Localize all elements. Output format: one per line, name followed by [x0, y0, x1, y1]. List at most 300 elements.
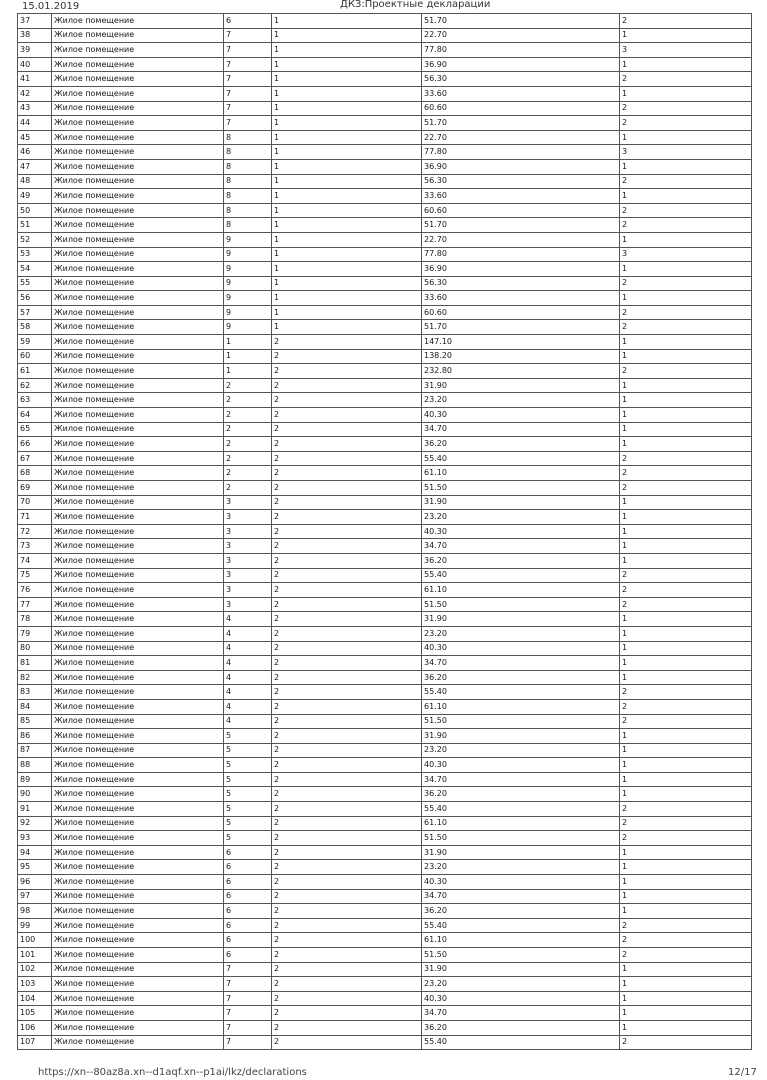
cell-rooms: 1: [620, 335, 752, 350]
cell-floor: 7: [224, 101, 272, 116]
table-row: [18, 977, 752, 992]
cell-section: 2: [272, 1020, 422, 1035]
declaration-table: [17, 13, 752, 1050]
cell-area: 40.30: [422, 758, 620, 773]
cell-section: 1: [272, 218, 422, 233]
cell-rooms: 2: [620, 831, 752, 846]
cell-number: 54: [18, 262, 52, 277]
cell-number: 46: [18, 145, 52, 160]
cell-rooms: 1: [620, 495, 752, 510]
cell-type: Жилое помещение: [52, 524, 224, 539]
cell-section: 2: [272, 743, 422, 758]
cell-type: Жилое помещение: [52, 145, 224, 160]
table-row: [18, 539, 752, 554]
cell-floor: 3: [224, 568, 272, 583]
table-row: [18, 962, 752, 977]
cell-number: 57: [18, 305, 52, 320]
cell-number: 39: [18, 43, 52, 58]
cell-section: 1: [272, 86, 422, 101]
cell-area: 31.90: [422, 495, 620, 510]
cell-number: 74: [18, 553, 52, 568]
cell-type: Жилое помещение: [52, 276, 224, 291]
table-row: [18, 393, 752, 408]
cell-section: 1: [272, 130, 422, 145]
cell-number: 75: [18, 568, 52, 583]
cell-type: Жилое помещение: [52, 860, 224, 875]
cell-area: 55.40: [422, 451, 620, 466]
cell-area: 61.10: [422, 466, 620, 481]
cell-type: Жилое помещение: [52, 802, 224, 817]
table-row: [18, 641, 752, 656]
cell-number: 58: [18, 320, 52, 335]
table-row: [18, 802, 752, 817]
table-row: [18, 612, 752, 627]
cell-rooms: 1: [620, 758, 752, 773]
cell-type: Жилое помещение: [52, 1035, 224, 1050]
cell-type: Жилое помещение: [52, 378, 224, 393]
cell-number: 76: [18, 583, 52, 598]
table-row: [18, 787, 752, 802]
cell-number: 70: [18, 495, 52, 510]
cell-area: 61.10: [422, 933, 620, 948]
cell-area: 51.50: [422, 597, 620, 612]
cell-rooms: 1: [620, 612, 752, 627]
cell-type: Жилое помещение: [52, 626, 224, 641]
cell-type: Жилое помещение: [52, 349, 224, 364]
cell-floor: 6: [224, 889, 272, 904]
cell-rooms: 1: [620, 291, 752, 306]
cell-section: 2: [272, 845, 422, 860]
table-row: [18, 845, 752, 860]
cell-section: 2: [272, 802, 422, 817]
cell-rooms: 2: [620, 699, 752, 714]
cell-floor: 7: [224, 991, 272, 1006]
cell-rooms: 2: [620, 933, 752, 948]
table-row: [18, 875, 752, 890]
cell-rooms: 1: [620, 787, 752, 802]
cell-floor: 6: [224, 904, 272, 919]
cell-floor: 2: [224, 408, 272, 423]
cell-rooms: 2: [620, 101, 752, 116]
cell-floor: 6: [224, 918, 272, 933]
cell-section: 2: [272, 699, 422, 714]
cell-rooms: 2: [620, 948, 752, 963]
cell-number: 43: [18, 101, 52, 116]
cell-number: 82: [18, 670, 52, 685]
cell-area: 31.90: [422, 612, 620, 627]
cell-floor: 6: [224, 875, 272, 890]
cell-number: 73: [18, 539, 52, 554]
table-row: [18, 335, 752, 350]
cell-area: 34.70: [422, 772, 620, 787]
cell-section: 1: [272, 145, 422, 160]
cell-type: Жилое помещение: [52, 262, 224, 277]
cell-floor: 9: [224, 291, 272, 306]
cell-rooms: 1: [620, 656, 752, 671]
cell-area: 77.80: [422, 43, 620, 58]
cell-area: 40.30: [422, 408, 620, 423]
cell-type: Жилое помещение: [52, 597, 224, 612]
cell-number: 94: [18, 845, 52, 860]
cell-area: 31.90: [422, 962, 620, 977]
cell-rooms: 1: [620, 845, 752, 860]
cell-section: 2: [272, 408, 422, 423]
cell-rooms: 3: [620, 247, 752, 262]
cell-type: Жилое помещение: [52, 320, 224, 335]
cell-area: 51.50: [422, 831, 620, 846]
cell-rooms: 2: [620, 816, 752, 831]
cell-section: 2: [272, 670, 422, 685]
table-row: [18, 918, 752, 933]
cell-floor: 2: [224, 437, 272, 452]
cell-type: Жилое помещение: [52, 714, 224, 729]
cell-type: Жилое помещение: [52, 57, 224, 72]
cell-section: 1: [272, 101, 422, 116]
cell-number: 91: [18, 802, 52, 817]
cell-number: 41: [18, 72, 52, 87]
cell-type: Жилое помещение: [52, 291, 224, 306]
cell-number: 56: [18, 291, 52, 306]
cell-area: 36.20: [422, 670, 620, 685]
cell-type: Жилое помещение: [52, 116, 224, 131]
cell-area: 36.20: [422, 437, 620, 452]
cell-floor: 7: [224, 1035, 272, 1050]
cell-floor: 4: [224, 612, 272, 627]
cell-area: 33.60: [422, 86, 620, 101]
cell-area: 23.20: [422, 626, 620, 641]
cell-area: 31.90: [422, 845, 620, 860]
table-row: [18, 247, 752, 262]
cell-section: 1: [272, 203, 422, 218]
cell-type: Жилое помещение: [52, 991, 224, 1006]
cell-rooms: 1: [620, 510, 752, 525]
cell-area: 147.10: [422, 335, 620, 350]
cell-type: Жилое помещение: [52, 481, 224, 496]
cell-floor: 6: [224, 860, 272, 875]
table-row: [18, 101, 752, 116]
cell-rooms: 1: [620, 262, 752, 277]
cell-type: Жилое помещение: [52, 218, 224, 233]
cell-floor: 9: [224, 262, 272, 277]
cell-type: Жилое помещение: [52, 962, 224, 977]
cell-type: Жилое помещение: [52, 1020, 224, 1035]
cell-rooms: 1: [620, 1020, 752, 1035]
table-row: [18, 116, 752, 131]
cell-floor: 7: [224, 116, 272, 131]
cell-number: 62: [18, 378, 52, 393]
table-row: [18, 481, 752, 496]
table-row: [18, 451, 752, 466]
cell-area: 23.20: [422, 860, 620, 875]
page-footer: [0, 1066, 767, 1080]
table-row: [18, 685, 752, 700]
table-row: [18, 43, 752, 58]
cell-section: 2: [272, 772, 422, 787]
cell-number: 84: [18, 699, 52, 714]
cell-type: Жилое помещение: [52, 43, 224, 58]
cell-area: 33.60: [422, 189, 620, 204]
cell-area: 40.30: [422, 641, 620, 656]
cell-section: 1: [272, 174, 422, 189]
cell-number: 67: [18, 451, 52, 466]
cell-type: Жилое помещение: [52, 904, 224, 919]
cell-section: 2: [272, 1035, 422, 1050]
cell-floor: 9: [224, 305, 272, 320]
cell-floor: 7: [224, 86, 272, 101]
cell-type: Жилое помещение: [52, 816, 224, 831]
cell-section: 2: [272, 393, 422, 408]
cell-number: 88: [18, 758, 52, 773]
cell-section: 2: [272, 495, 422, 510]
cell-section: 2: [272, 889, 422, 904]
cell-number: 100: [18, 933, 52, 948]
cell-number: 81: [18, 656, 52, 671]
cell-floor: 4: [224, 626, 272, 641]
cell-number: 92: [18, 816, 52, 831]
cell-number: 37: [18, 14, 52, 29]
cell-section: 2: [272, 685, 422, 700]
cell-number: 93: [18, 831, 52, 846]
cell-rooms: 3: [620, 145, 752, 160]
cell-section: 2: [272, 626, 422, 641]
cell-number: 103: [18, 977, 52, 992]
table-row: [18, 305, 752, 320]
cell-floor: 6: [224, 948, 272, 963]
cell-area: 55.40: [422, 918, 620, 933]
cell-rooms: 2: [620, 305, 752, 320]
cell-number: 47: [18, 159, 52, 174]
cell-rooms: 1: [620, 159, 752, 174]
cell-section: 1: [272, 189, 422, 204]
table-row: [18, 597, 752, 612]
cell-number: 49: [18, 189, 52, 204]
cell-floor: 9: [224, 276, 272, 291]
cell-rooms: 1: [620, 1006, 752, 1021]
cell-rooms: 1: [620, 437, 752, 452]
cell-type: Жилое помещение: [52, 845, 224, 860]
cell-floor: 5: [224, 816, 272, 831]
cell-area: 36.20: [422, 1020, 620, 1035]
table-row: [18, 568, 752, 583]
cell-section: 2: [272, 948, 422, 963]
cell-number: 63: [18, 393, 52, 408]
cell-area: 61.10: [422, 583, 620, 598]
cell-rooms: 1: [620, 393, 752, 408]
table-row: [18, 57, 752, 72]
cell-floor: 2: [224, 481, 272, 496]
table-row: [18, 889, 752, 904]
cell-area: 34.70: [422, 422, 620, 437]
cell-section: 2: [272, 524, 422, 539]
table-row: [18, 218, 752, 233]
cell-rooms: 1: [620, 962, 752, 977]
cell-floor: 1: [224, 349, 272, 364]
cell-type: Жилое помещение: [52, 670, 224, 685]
cell-rooms: 1: [620, 904, 752, 919]
table-row: [18, 262, 752, 277]
table-row: [18, 320, 752, 335]
cell-area: 51.50: [422, 714, 620, 729]
cell-rooms: 1: [620, 57, 752, 72]
cell-type: Жилое помещение: [52, 393, 224, 408]
cell-number: 59: [18, 335, 52, 350]
cell-floor: 1: [224, 335, 272, 350]
cell-floor: 4: [224, 685, 272, 700]
table-row: [18, 1020, 752, 1035]
cell-floor: 6: [224, 14, 272, 29]
header-date: 15.01.2019: [22, 1, 80, 12]
cell-rooms: 2: [620, 451, 752, 466]
cell-area: 22.70: [422, 28, 620, 43]
table-row: [18, 743, 752, 758]
cell-area: 138.20: [422, 349, 620, 364]
cell-area: 31.90: [422, 378, 620, 393]
page-header: [0, 0, 767, 12]
cell-section: 1: [272, 116, 422, 131]
cell-floor: 7: [224, 1006, 272, 1021]
table-row: [18, 495, 752, 510]
table-row: [18, 831, 752, 846]
cell-rooms: 1: [620, 670, 752, 685]
cell-type: Жилое помещение: [52, 364, 224, 379]
cell-area: 31.90: [422, 729, 620, 744]
cell-number: 104: [18, 991, 52, 1006]
cell-section: 1: [272, 159, 422, 174]
cell-rooms: 2: [620, 583, 752, 598]
cell-section: 1: [272, 291, 422, 306]
cell-type: Жилое помещение: [52, 86, 224, 101]
cell-section: 1: [272, 262, 422, 277]
table-row: [18, 729, 752, 744]
cell-area: 34.70: [422, 889, 620, 904]
cell-section: 2: [272, 729, 422, 744]
cell-number: 106: [18, 1020, 52, 1035]
cell-area: 40.30: [422, 524, 620, 539]
cell-rooms: 1: [620, 422, 752, 437]
cell-rooms: 2: [620, 174, 752, 189]
cell-area: 60.60: [422, 305, 620, 320]
cell-type: Жилое помещение: [52, 466, 224, 481]
cell-section: 2: [272, 335, 422, 350]
cell-type: Жилое помещение: [52, 495, 224, 510]
cell-number: 95: [18, 860, 52, 875]
cell-floor: 7: [224, 28, 272, 43]
table-row: [18, 991, 752, 1006]
cell-rooms: 2: [620, 714, 752, 729]
cell-type: Жилое помещение: [52, 72, 224, 87]
cell-type: Жилое помещение: [52, 831, 224, 846]
cell-area: 40.30: [422, 875, 620, 890]
table-row: [18, 28, 752, 43]
cell-number: 52: [18, 232, 52, 247]
cell-type: Жилое помещение: [52, 699, 224, 714]
cell-section: 2: [272, 422, 422, 437]
cell-number: 60: [18, 349, 52, 364]
table-row: [18, 437, 752, 452]
cell-floor: 6: [224, 933, 272, 948]
cell-floor: 5: [224, 758, 272, 773]
cell-area: 61.10: [422, 699, 620, 714]
cell-area: 34.70: [422, 1006, 620, 1021]
page-number: 12/17: [728, 1067, 757, 1078]
cell-type: Жилое помещение: [52, 612, 224, 627]
cell-area: 22.70: [422, 130, 620, 145]
table-row: [18, 933, 752, 948]
table-row: [18, 276, 752, 291]
footer-url[interactable]: https://xn--80az8a.xn--d1aqf.xn--p1ai/lkz/declarations: [38, 1067, 307, 1078]
cell-type: Жилое помещение: [52, 305, 224, 320]
cell-rooms: 1: [620, 991, 752, 1006]
cell-area: 23.20: [422, 510, 620, 525]
cell-floor: 7: [224, 57, 272, 72]
cell-rooms: 1: [620, 189, 752, 204]
cell-rooms: 1: [620, 729, 752, 744]
cell-area: 77.80: [422, 247, 620, 262]
cell-type: Жилое помещение: [52, 247, 224, 262]
cell-section: 2: [272, 641, 422, 656]
cell-type: Жилое помещение: [52, 335, 224, 350]
cell-section: 1: [272, 276, 422, 291]
cell-rooms: 2: [620, 918, 752, 933]
cell-area: 23.20: [422, 977, 620, 992]
cell-floor: 2: [224, 422, 272, 437]
cell-area: 51.50: [422, 948, 620, 963]
table-row: [18, 1006, 752, 1021]
cell-floor: 7: [224, 43, 272, 58]
table-row: [18, 174, 752, 189]
cell-type: Жилое помещение: [52, 729, 224, 744]
table-row: [18, 699, 752, 714]
cell-floor: 3: [224, 524, 272, 539]
cell-area: 56.30: [422, 72, 620, 87]
cell-type: Жилое помещение: [52, 568, 224, 583]
cell-area: 60.60: [422, 101, 620, 116]
cell-section: 2: [272, 568, 422, 583]
table-row: [18, 524, 752, 539]
cell-floor: 8: [224, 159, 272, 174]
cell-number: 97: [18, 889, 52, 904]
cell-rooms: 1: [620, 772, 752, 787]
cell-type: Жилое помещение: [52, 203, 224, 218]
cell-area: 60.60: [422, 203, 620, 218]
table-body: [18, 14, 752, 1050]
cell-number: 102: [18, 962, 52, 977]
cell-floor: 8: [224, 174, 272, 189]
table-row: [18, 510, 752, 525]
cell-section: 2: [272, 977, 422, 992]
cell-area: 33.60: [422, 291, 620, 306]
cell-section: 1: [272, 247, 422, 262]
cell-floor: 3: [224, 597, 272, 612]
cell-section: 1: [272, 72, 422, 87]
cell-type: Жилое помещение: [52, 1006, 224, 1021]
cell-type: Жилое помещение: [52, 422, 224, 437]
cell-number: 51: [18, 218, 52, 233]
cell-type: Жилое помещение: [52, 14, 224, 29]
cell-floor: 4: [224, 714, 272, 729]
cell-floor: 9: [224, 320, 272, 335]
cell-floor: 2: [224, 378, 272, 393]
cell-type: Жилое помещение: [52, 189, 224, 204]
table-row: [18, 670, 752, 685]
table-row: [18, 232, 752, 247]
cell-number: 50: [18, 203, 52, 218]
cell-type: Жилое помещение: [52, 232, 224, 247]
header-title: ДКЗ:Проектные декларации: [340, 0, 491, 10]
table-row: [18, 656, 752, 671]
cell-number: 83: [18, 685, 52, 700]
cell-section: 1: [272, 320, 422, 335]
